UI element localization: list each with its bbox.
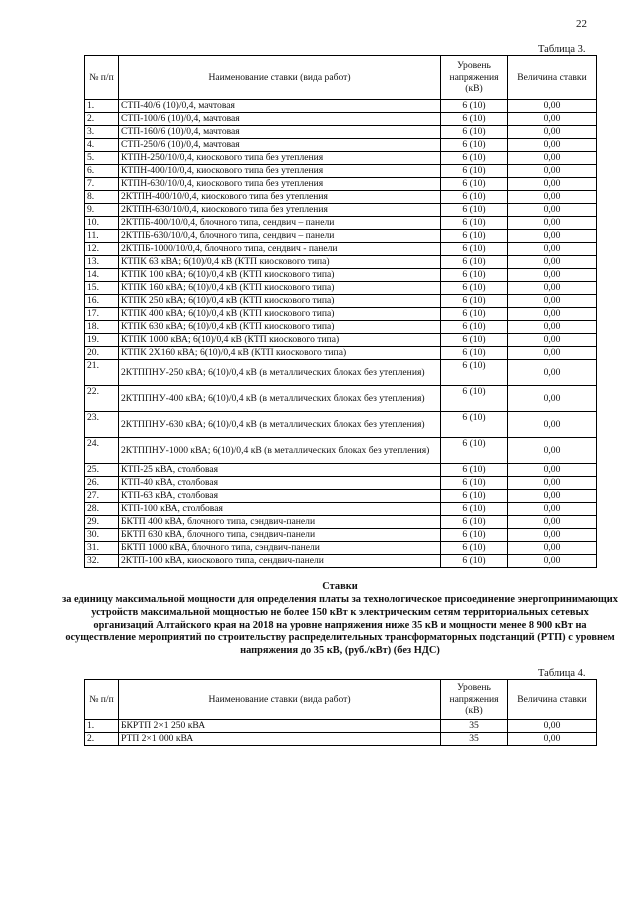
row-voltage-level: 6 (10) (441, 529, 508, 542)
row-voltage-level: 6 (10) (441, 308, 508, 321)
section-title: Ставки (322, 581, 358, 592)
header-name: Наименование ставки (вида работ) (119, 56, 441, 100)
table-row (85, 438, 597, 464)
row-voltage-level: 6 (10) (441, 217, 508, 230)
table-row (85, 295, 597, 308)
row-number: 7. (85, 178, 119, 191)
row-number: 10. (85, 217, 119, 230)
table-row (85, 204, 597, 217)
table-row (85, 243, 597, 256)
table-row (85, 217, 597, 230)
table-row (85, 126, 597, 139)
row-rate-value: 0,00 (508, 282, 597, 295)
row-voltage-level: 6 (10) (441, 100, 508, 113)
row-rate-value: 0,00 (508, 529, 597, 542)
row-number: 14. (85, 269, 119, 282)
row-rate-value: 0,00 (508, 243, 597, 256)
row-rate-value: 0,00 (508, 308, 597, 321)
header-value: Величина ставки (508, 56, 597, 100)
row-rate-value: 0,00 (508, 321, 597, 334)
row-number: 3. (85, 126, 119, 139)
row-name: 2КТПБ-630/10/0,4, блочного типа, сендвич – панели (119, 230, 441, 243)
row-rate-value: 0,00 (508, 256, 597, 269)
row-number: 5. (85, 152, 119, 165)
row-number: 28. (85, 503, 119, 516)
table-row (85, 490, 597, 503)
row-rate-value: 0,00 (508, 490, 597, 503)
table-row (85, 230, 597, 243)
table-row (85, 321, 597, 334)
row-rate-value: 0,00 (508, 516, 597, 529)
row-number: 4. (85, 139, 119, 152)
row-name: КТПН-250/10/0,4, киоскового типа без утепления (119, 152, 441, 165)
row-name: КТПК 2Х160 кВА; 6(10)/0,4 кВ (КТП киоскового типа) (119, 347, 441, 360)
row-voltage-level: 6 (10) (441, 178, 508, 191)
row-name: КТПК 160 кВА; 6(10)/0,4 кВ (КТП киоскового типа) (119, 282, 441, 295)
row-voltage-level: 6 (10) (441, 490, 508, 503)
table-row (85, 269, 597, 282)
table-row (85, 113, 597, 126)
row-rate-value: 0,00 (508, 217, 597, 230)
row-name: КТП-100 кВА, столбовая (119, 503, 441, 516)
row-number: 2. (85, 113, 119, 126)
row-name: БКТП 1000 кВА, блочного типа, сэндвич-панели (119, 542, 441, 555)
row-voltage-level: 6 (10) (441, 126, 508, 139)
table-row (85, 256, 597, 269)
row-rate-value: 0,00 (508, 165, 597, 178)
table4-body (85, 720, 597, 746)
table4-caption: Таблица 4. (538, 668, 586, 679)
row-number: 1. (85, 720, 119, 733)
row-name: КТПН-400/10/0,4, киоскового типа без утепления (119, 165, 441, 178)
row-voltage-level: 6 (10) (441, 477, 508, 490)
row-name: КТПК 250 кВА; 6(10)/0,4 кВ (КТП киоскового типа) (119, 295, 441, 308)
table-row (85, 386, 597, 412)
row-number: 21. (85, 360, 119, 386)
row-name: 2КТПБ-400/10/0,4, блочного типа, сендвич – панели (119, 217, 441, 230)
row-name: 2КТППНУ-1000 кВА; 6(10)/0,4 кВ (в металлических блоках без утепления) (119, 438, 441, 464)
row-rate-value: 0,00 (508, 477, 597, 490)
row-number: 9. (85, 204, 119, 217)
row-name: КТПК 100 кВА; 6(10)/0,4 кВ (КТП киоскового типа) (119, 269, 441, 282)
section-description: за единицу максимальной мощности для определения платы за технологическое присоединение энергопринимающих устройств максимальной мощностью не более 150 кВт к электрическим сетям территориальных сетевых организаций Алтайского края на 2018 на уровне напряжения ниже 35 кВ и мощности менее 8 900 кВт на осуществление мероприятий по строительству распределительных трансформаторных подстанций (РТП) с уровнем напряжения до 35 кВ, (руб./кВт) (без НДС) (62, 594, 618, 657)
row-voltage-level: 6 (10) (441, 334, 508, 347)
row-number: 12. (85, 243, 119, 256)
row-name: КТПК 400 кВА; 6(10)/0,4 кВ (КТП киоскового типа) (119, 308, 441, 321)
row-number: 29. (85, 516, 119, 529)
row-voltage-level: 6 (10) (441, 542, 508, 555)
table-row (85, 347, 597, 360)
table-row (85, 360, 597, 386)
table-row (85, 529, 597, 542)
header-name: Наименование ставки (вида работ) (119, 680, 441, 720)
row-voltage-level: 6 (10) (441, 243, 508, 256)
header-level: Уровень напряжения (кВ) (441, 56, 508, 100)
row-voltage-level: 6 (10) (441, 321, 508, 334)
row-number: 15. (85, 282, 119, 295)
row-voltage-level: 6 (10) (441, 165, 508, 178)
row-voltage-level: 6 (10) (441, 152, 508, 165)
row-number: 11. (85, 230, 119, 243)
header-num: № п/п (85, 680, 119, 720)
table-row (85, 720, 597, 733)
row-number: 1. (85, 100, 119, 113)
row-name: СТП-40/6 (10)/0,4, мачтовая (119, 100, 441, 113)
row-rate-value: 0,00 (508, 230, 597, 243)
row-voltage-level: 6 (10) (441, 347, 508, 360)
row-rate-value: 0,00 (508, 178, 597, 191)
row-rate-value: 0,00 (508, 386, 597, 412)
row-number: 18. (85, 321, 119, 334)
table-row (85, 412, 597, 438)
row-voltage-level: 6 (10) (441, 412, 508, 438)
row-number: 20. (85, 347, 119, 360)
row-rate-value: 0,00 (508, 412, 597, 438)
row-name: КТПК 630 кВА; 6(10)/0,4 кВ (КТП киоскового типа) (119, 321, 441, 334)
row-name: РТП 2×1 000 кВА (119, 733, 441, 746)
row-rate-value: 0,00 (508, 191, 597, 204)
row-number: 2. (85, 733, 119, 746)
row-name: БКТП 400 кВА, блочного типа, сэндвич-панели (119, 516, 441, 529)
row-rate-value: 0,00 (508, 126, 597, 139)
header-value: Величина ставки (508, 680, 597, 720)
rates-table-4 (84, 679, 597, 746)
row-voltage-level: 35 (441, 720, 508, 733)
row-number: 22. (85, 386, 119, 412)
row-name: 2КТПН-630/10/0,4, киоскового типа без утепления (119, 204, 441, 217)
row-number: 23. (85, 412, 119, 438)
row-name: СТП-250/6 (10)/0,4, мачтовая (119, 139, 441, 152)
row-number: 26. (85, 477, 119, 490)
row-voltage-level: 6 (10) (441, 360, 508, 386)
row-voltage-level: 6 (10) (441, 256, 508, 269)
row-number: 32. (85, 555, 119, 568)
row-rate-value: 0,00 (508, 503, 597, 516)
row-number: 31. (85, 542, 119, 555)
row-name: 2КТППНУ-400 кВА; 6(10)/0,4 кВ (в металлических блоках без утепления) (119, 386, 441, 412)
row-name: КТП-63 кВА, столбовая (119, 490, 441, 503)
table-row (85, 542, 597, 555)
row-number: 27. (85, 490, 119, 503)
row-rate-value: 0,00 (508, 720, 597, 733)
row-rate-value: 0,00 (508, 360, 597, 386)
row-number: 25. (85, 464, 119, 477)
row-number: 8. (85, 191, 119, 204)
row-name: КТП-25 кВА, столбовая (119, 464, 441, 477)
row-rate-value: 0,00 (508, 100, 597, 113)
table-row (85, 100, 597, 113)
row-name: КТП-40 кВА, столбовая (119, 477, 441, 490)
row-name: БКТП 630 кВА, блочного типа, сэндвич-панели (119, 529, 441, 542)
table-row (85, 464, 597, 477)
row-rate-value: 0,00 (508, 269, 597, 282)
header-level: Уровень напряжения (кВ) (441, 680, 508, 720)
table-row (85, 191, 597, 204)
row-voltage-level: 35 (441, 733, 508, 746)
row-voltage-level: 6 (10) (441, 282, 508, 295)
table-row (85, 308, 597, 321)
table-row (85, 516, 597, 529)
table-row (85, 178, 597, 191)
table-row (85, 733, 597, 746)
row-voltage-level: 6 (10) (441, 139, 508, 152)
row-rate-value: 0,00 (508, 113, 597, 126)
table-row (85, 503, 597, 516)
row-voltage-level: 6 (10) (441, 295, 508, 308)
row-rate-value: 0,00 (508, 334, 597, 347)
row-name: СТП-160/6 (10)/0,4, мачтовая (119, 126, 441, 139)
row-voltage-level: 6 (10) (441, 191, 508, 204)
row-rate-value: 0,00 (508, 542, 597, 555)
table3-caption: Таблица 3. (538, 44, 586, 55)
table-row (85, 165, 597, 178)
table-row (85, 282, 597, 295)
row-voltage-level: 6 (10) (441, 230, 508, 243)
row-name: 2КТПБ-1000/10/0,4, блочного типа, сендвич - панели (119, 243, 441, 256)
row-rate-value: 0,00 (508, 295, 597, 308)
table-row (85, 555, 597, 568)
row-number: 13. (85, 256, 119, 269)
row-rate-value: 0,00 (508, 733, 597, 746)
row-rate-value: 0,00 (508, 555, 597, 568)
row-voltage-level: 6 (10) (441, 438, 508, 464)
row-rate-value: 0,00 (508, 204, 597, 217)
row-number: 6. (85, 165, 119, 178)
row-voltage-level: 6 (10) (441, 204, 508, 217)
row-name: 2КТППНУ-250 кВА; 6(10)/0,4 кВ (в металлических блоках без утепления) (119, 360, 441, 386)
row-voltage-level: 6 (10) (441, 464, 508, 477)
row-voltage-level: 6 (10) (441, 503, 508, 516)
row-name: СТП-100/6 (10)/0,4, мачтовая (119, 113, 441, 126)
row-rate-value: 0,00 (508, 464, 597, 477)
row-rate-value: 0,00 (508, 347, 597, 360)
row-name: 2КТПН-400/10/0,4, киоскового типа без утепления (119, 191, 441, 204)
row-name: КТПН-630/10/0,4, киоскового типа без утепления (119, 178, 441, 191)
table-row (85, 334, 597, 347)
row-voltage-level: 6 (10) (441, 269, 508, 282)
row-voltage-level: 6 (10) (441, 113, 508, 126)
row-number: 24. (85, 438, 119, 464)
page-number: 22 (576, 18, 587, 30)
row-voltage-level: 6 (10) (441, 555, 508, 568)
row-name: КТПК 63 кВА; 6(10)/0,4 кВ (КТП киоскового типа) (119, 256, 441, 269)
rates-table-3 (84, 55, 597, 568)
row-name: БКРТП 2×1 250 кВА (119, 720, 441, 733)
row-name: 2КТППНУ-630 кВА; 6(10)/0,4 кВ (в металлических блоках без утепления) (119, 412, 441, 438)
row-voltage-level: 6 (10) (441, 386, 508, 412)
row-rate-value: 0,00 (508, 152, 597, 165)
table-row (85, 477, 597, 490)
row-number: 16. (85, 295, 119, 308)
row-name: КТПК 1000 кВА; 6(10)/0,4 кВ (КТП киоскового типа) (119, 334, 441, 347)
table-row (85, 139, 597, 152)
row-name: 2КТП-100 кВА, киоскового типа, сендвич-панели (119, 555, 441, 568)
row-number: 30. (85, 529, 119, 542)
table3-body (85, 100, 597, 568)
row-rate-value: 0,00 (508, 139, 597, 152)
row-voltage-level: 6 (10) (441, 516, 508, 529)
table-row (85, 152, 597, 165)
row-number: 17. (85, 308, 119, 321)
row-number: 19. (85, 334, 119, 347)
header-num: № п/п (85, 56, 119, 100)
row-rate-value: 0,00 (508, 438, 597, 464)
